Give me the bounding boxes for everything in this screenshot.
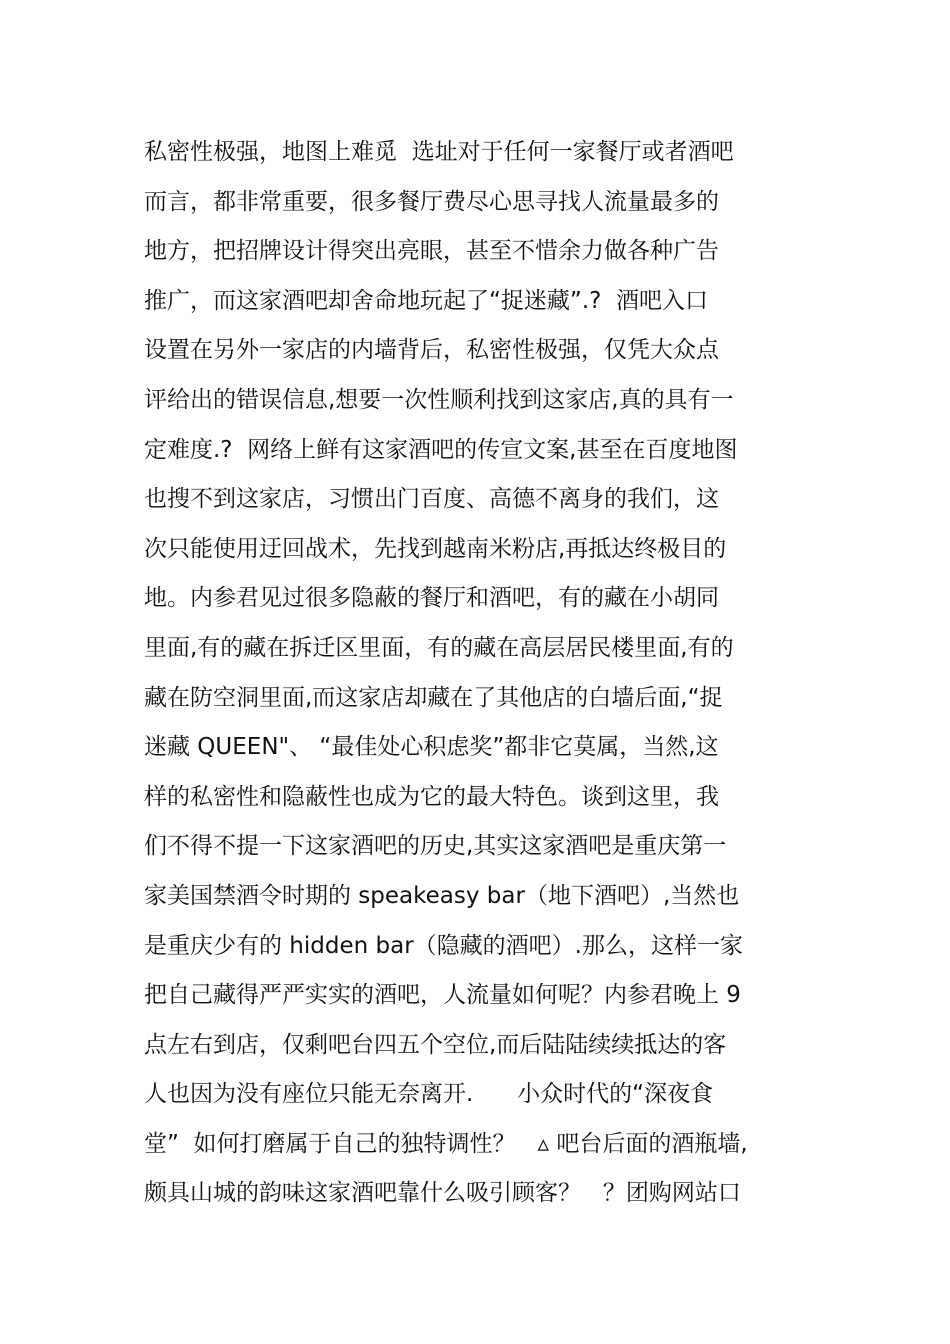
text-line: 迷藏 QUEEN"、 “最佳处心积虑奖”都非它莫属，当然,这 <box>144 734 719 761</box>
text-line: 颇具山城的韵味这家酒吧靠什么吸引顾客？ ？团购网站口 <box>144 1180 741 1207</box>
text-line: 堂” 如何打磨属于自己的独特调性？ ▵ 吧台后面的酒瓶墙, <box>144 1130 748 1157</box>
text-line: 藏在防空洞里面,而这家店却藏在了其他店的白墙后面,“捉 <box>144 684 723 711</box>
text-line: 们不得不提一下这家酒吧的历史,其实这家酒吧是重庆第一 <box>144 833 727 860</box>
text-line: 地方，把招牌设计得突出亮眼，甚至不惜余力做各种广告 <box>144 238 719 265</box>
text-line: 也搜不到这家店，习惯出门百度、高德不离身的我们，这 <box>144 486 719 513</box>
text-line: 地。内参君见过很多隐蔽的餐厅和酒吧，有的藏在小胡同 <box>144 585 719 612</box>
text-line: 样的私密性和隐蔽性也成为它的最大特色。谈到这里，我 <box>144 783 719 810</box>
text-line: 家美国禁酒令时期的 speakeasy bar（地下酒吧）,当然也 <box>144 882 740 909</box>
text-line: 点左右到店，仅剩吧台四五个空位,而后陆陆续续抵达的客 <box>144 1031 727 1058</box>
text-line: 评给出的错误信息,想要一次性顺利找到这家店,真的具有一 <box>144 386 734 413</box>
text-line: 里面,有的藏在拆迁区里面，有的藏在高层居民楼里面,有的 <box>144 634 734 661</box>
body-paragraph <box>144 128 834 1219</box>
text-line: 次只能使用迂回战术，先找到越南米粉店,再抵达终极目的 <box>144 535 727 562</box>
text-line: 推广，而这家酒吧却舍命地玩起了“捉迷藏”.? 酒吧入口 <box>144 287 708 314</box>
text-line: 私密性极强，地图上难觅 选址对于任何一家餐厅或者酒吧 <box>144 139 734 165</box>
text-line: 定难度.? 网络上鲜有这家酒吧的传宣文案,甚至在百度地图 <box>144 436 738 463</box>
text-line: 设置在另外一家店的内墙背后，私密性极强，仅凭大众点 <box>144 337 719 364</box>
text-line: 而言，都非常重要，很多餐厅费尽心思寻找人流量最多的 <box>144 188 719 215</box>
text-line: 人也因为没有座位只能无奈离开. 小众时代的“深夜食 <box>144 1081 714 1108</box>
text-line: 把自己藏得严严实实的酒吧，人流量如何呢？内参君晚上 9 <box>144 982 741 1009</box>
text-line: 是重庆少有的 hidden bar（隐藏的酒吧）.那么，这样一家 <box>144 932 743 959</box>
